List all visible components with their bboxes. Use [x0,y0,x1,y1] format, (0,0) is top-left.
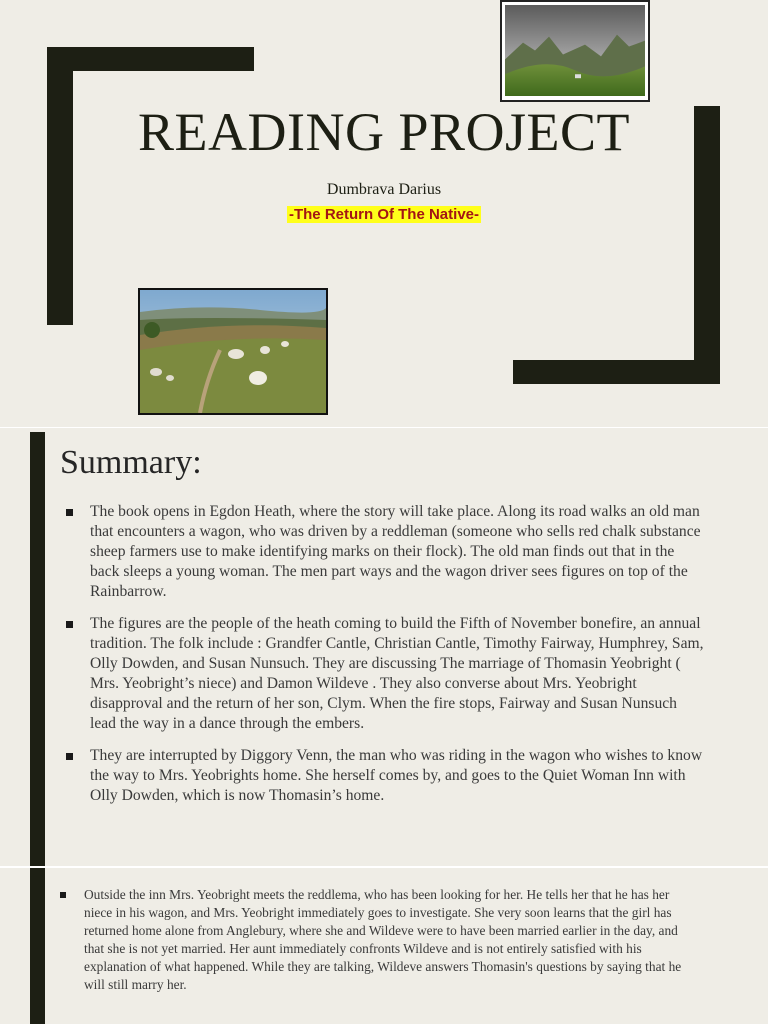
summary-heading: Summary: [60,444,202,481]
summary-slide [0,428,768,868]
summary-accent-bar [30,432,45,868]
frame-bar-top-left-horizontal [47,47,254,71]
sheep-heath-photo [138,288,328,415]
continued-bullet-1: Outside the inn Mrs. Yeobright meets the reddlema, who has been looking for her. He tells her that he has her niece in his wagon, and Mrs. Yeobright immediately goes to investigate. She very soon learns that the girl has returned home alone from Anglebury, where she and Wildeve were to have been married earlier in the day, and that she is not yet married. Her aunt immediately confronts Wildeve and is not entirely satisfied with his explanation of what happened. While they are talking, Wildeve answers Thomasin's questions by saying that he will still marry her. [60,886,700,994]
summary-bullet-1: The book opens in Egdon Heath, where the story will take place. Along its road walks an old man that encounters a wagon, who was driven by a reddleman (someone who sells red chalk substance sheep farmers use to make identifying marks on their flock). The old man finds out that in the back sleeps a young woman. The men part ways and the wagon driver sees figures on top of the Rainbarrow. [66,502,706,602]
summary-bullet-2: The figures are the people of the heath coming to build the Fifth of November bonefire, an annual tradition. The folk include : Grandfer Cantle, Christian Cantle, Timothy Fairway, Humphrey, Sam, Olly Dowden, and Susan Nunsuch. They are discussing The marriage of Thomasin Yeobright ( Mrs. Yeobright’s niece) and Damon Wildeve . They also converse about Mrs. Yeobright disapproval and the return of her son, Clym. When the fire stops, Fairway and Susan Nunsuch lead the way in a dance through the embers. [66,614,706,734]
continued-accent-bar [30,868,45,1024]
summary-bullet-3: They are interrupted by Diggory Venn, the man who was riding in the wagon who wishes to know the way to Mrs. Yeobrights home. She herself comes by, and goes to the Quiet Woman Inn with Olly Dowden, which is now Thomasin’s home. [66,746,706,806]
mountain-landscape-photo [500,0,650,102]
book-title-row [0,205,768,225]
continued-bullet-list [60,886,700,1006]
cover-slide [0,0,768,428]
book-title: -The Return Of The Native- [288,206,479,223]
author-name: Dumbrava Darius [326,181,442,198]
summary-bullet-list [66,502,706,818]
continued-summary-slide [0,868,768,1024]
frame-bar-bottom-right-horizontal [513,360,720,384]
presentation-title: READING PROJECT [137,102,631,162]
